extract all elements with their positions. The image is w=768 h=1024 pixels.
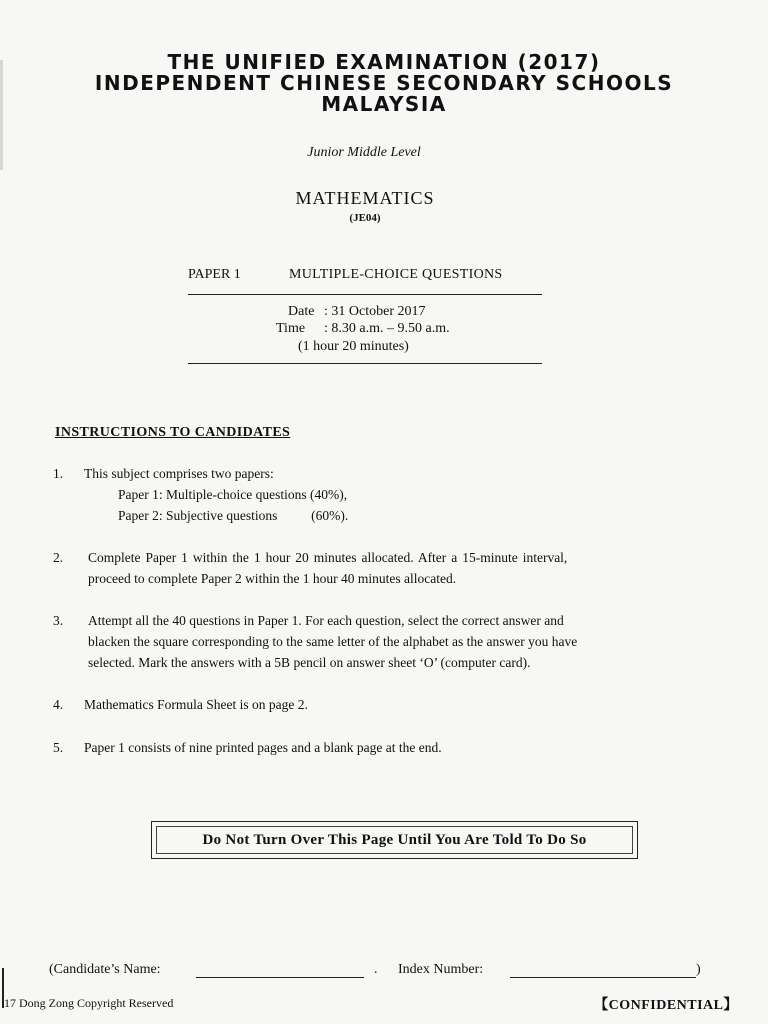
instruction-line: Paper 1 consists of nine printed pages and a blank page at the end.: [84, 740, 442, 755]
instruction-line: This subject comprises two papers:: [84, 466, 274, 481]
instruction-line: Paper 1: Multiple-choice questions (40%),: [118, 487, 348, 502]
separator-dot: .: [374, 962, 378, 977]
time-label: Time: [276, 321, 306, 336]
candidate-name-label: (Candidate’s Name:: [49, 962, 161, 977]
instruction-line: selected. Mark the answers with a 5B pencil on answer sheet ‘O’ (computer card).: [88, 655, 531, 670]
exam-title-line-2: INDEPENDENT CHINESE SECONDARY SCHOOLS: [94, 71, 674, 95]
index-number-blank: [510, 977, 696, 978]
time-value: : 8.30 a.m. – 9.50 a.m.: [324, 321, 450, 336]
divider-bottom: [188, 363, 542, 364]
candidate-name-blank: [196, 977, 364, 978]
instruction-number: 3.: [53, 613, 64, 628]
instruction-line: blacken the square corresponding to the same letter of the alphabet as the answer you have: [88, 634, 578, 649]
paper-type: MULTIPLE-CHOICE QUESTIONS: [289, 267, 503, 282]
subject-code: (JE04): [349, 212, 381, 224]
instruction-line: Attempt all the 40 questions in Paper 1. For each question, select the correct answer and: [88, 613, 564, 628]
index-number-label: Index Number:: [398, 962, 484, 977]
instruction-number: 1.: [53, 466, 64, 481]
date-value: : 31 October 2017: [324, 304, 426, 319]
instruction-number: 4.: [53, 697, 64, 712]
notice-box: [151, 821, 638, 859]
instruction-number: 2.: [53, 550, 64, 565]
divider-top: [188, 294, 542, 295]
instructions-title: INSTRUCTIONS TO CANDIDATES: [55, 425, 291, 440]
instruction-line: proceed to complete Paper 2 within the 1 hour 40 minutes allocated.: [88, 571, 457, 586]
copyright-notice: 17 Dong Zong Copyright Reserved: [4, 996, 174, 1010]
instruction-line: Mathematics Formula Sheet is on page 2.: [84, 697, 308, 712]
confidential-label: 【CONFIDENTIAL】: [594, 998, 738, 1013]
instruction-line: Paper 2: Subjective questions (60%).: [118, 508, 349, 523]
paper-label: PAPER 1: [188, 267, 241, 282]
subject-title: MATHEMATICS: [295, 188, 435, 208]
exam-title-line-1: THE UNIFIED EXAMINATION (2017): [167, 50, 601, 74]
notice-text: Do Not Turn Over This Page Until You Are Told To Do So: [156, 826, 633, 854]
instruction-line: Complete Paper 1 within the 1 hour 20 minutes allocated. After a 15-minute interval,: [88, 550, 568, 565]
exam-level: Junior Middle Level: [307, 145, 421, 160]
date-label: Date: [288, 304, 315, 319]
exam-title-line-3: MALAYSIA: [321, 92, 447, 116]
instruction-number: 5.: [53, 740, 64, 755]
close-parenthesis: ): [696, 962, 701, 977]
duration: (1 hour 20 minutes): [298, 339, 409, 354]
